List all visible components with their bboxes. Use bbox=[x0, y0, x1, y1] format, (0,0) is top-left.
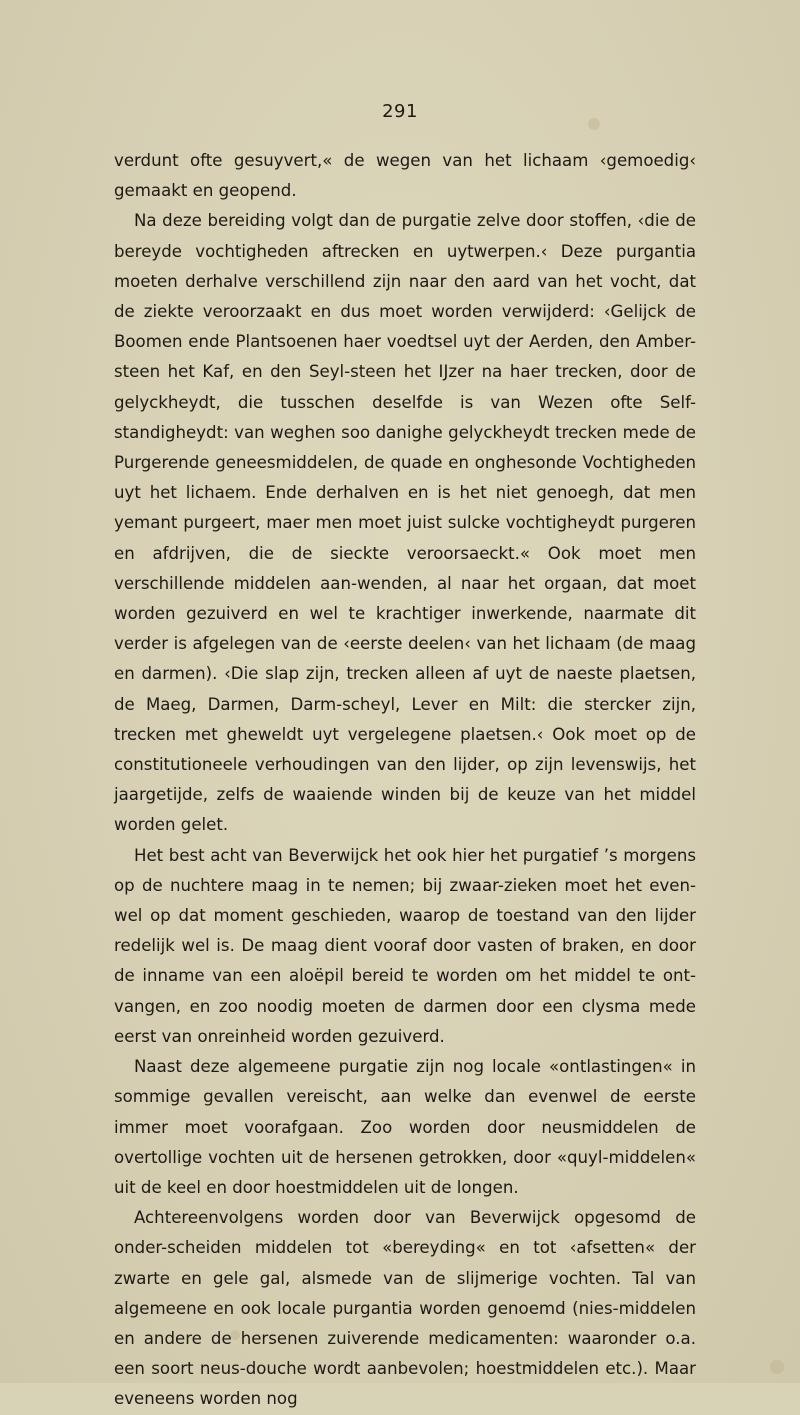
paragraph-2: Na deze bereiding volgt dan de purgatie zelve door stoffen, ‹die de bereyde vochtigheden aftrecken en uytwerpen.‹ Deze purgantia moeten derhalve verschillend zijn naar den aard van het vocht, dat de ziekte veroorzaakt en dus moet worden verwijderd: ‹Gelijck de Boomen ende Plantsoenen haer voedtsel uyt der Aerden, den Amber-steen het Kaf, en den Seyl-steen het IJzer na haer trecken, door de gelyckheydt, die tusschen deselfde is van Wezen ofte Self-standigheydt: van weghen soo danighe gelyckheydt trecken mede de Purgerende geneesmiddelen, de quade en onghesonde Vochtigheden uyt het lichaem. Ende derhalven en is het niet genoegh, dat men yemant purgeert, maer men moet juist sulcke vochtigheydt purgeren en afdrijven, die de sieckte veroorsaeckt.« Ook moet men verschillende middelen aan-wenden, al naar het orgaan, dat moet worden gezuiverd en wel te krachtiger inwerkende, naarmate dit verder is afgelegen van de ‹eerste deelen‹ van het lichaam (de maag en darmen). ‹Die slap zijn, trecken alleen af uyt de naeste plaetsen, de Maeg, Darmen, Darm-scheyl, Lever en Milt: die stercker zijn, trecken met gheweldt uyt vergelegene plaetsen.‹ Ook moet op de constitutioneele verhoudingen van den lijder, op zijn levenswijs, het jaargetijde, zelfs de waaiende winden bij de keuze van het middel worden gelet. bbox=[114, 211, 696, 835]
paragraph-4: Naast deze algemeene purgatie zijn nog locale «ontlastingen« in sommige gevallen vereischt, aan welke dan evenwel de eerste immer moet voorafgaan. Zoo worden door neusmiddelen de overtollige vochten uit de hersenen getrokken, door «quyl-middelen« uit de keel en door hoestmiddelen uit de longen. bbox=[114, 1057, 696, 1197]
paragraph-3: Het best acht van Beverwijck het ook hier het purgatief ’s morgens op de nuchtere maag in te nemen; bij zwaar-zieken moet het even-wel op dat moment geschieden, waarop de toestand van den lijder redelijk wel is. De maag dient vooraf door vasten of braken, en door de inname van een aloëpil bereid te worden om het middel te ont-vangen, en zoo noodig moeten de darmen door een clysma mede eerst van onreinheid worden gezuiverd. bbox=[114, 845, 696, 1046]
paragraph-5: Achtereenvolgens worden door van Beverwijck opgesomd de onder-scheiden middelen tot «bereyding« en tot ‹afsetten« der zwarte en gele gal, alsmede van de slijmerige vochten. Tal van algemeene en ook locale purgantia worden genoemd (nies-middelen en andere de hersenen zuiverende medicamenten: waaronder o.a. een soort neus-douche wordt aanbevolen; hoestmiddelen etc.). Maar eveneens worden nog bbox=[114, 1208, 696, 1409]
foxing-spot bbox=[770, 1360, 784, 1374]
page-number: 291 bbox=[382, 101, 418, 122]
body-text bbox=[114, 146, 696, 1415]
paragraph-1: verdunt ofte gesuyvert,« de wegen van het lichaam ‹gemoedig‹ gemaakt en geopend. bbox=[114, 151, 696, 201]
